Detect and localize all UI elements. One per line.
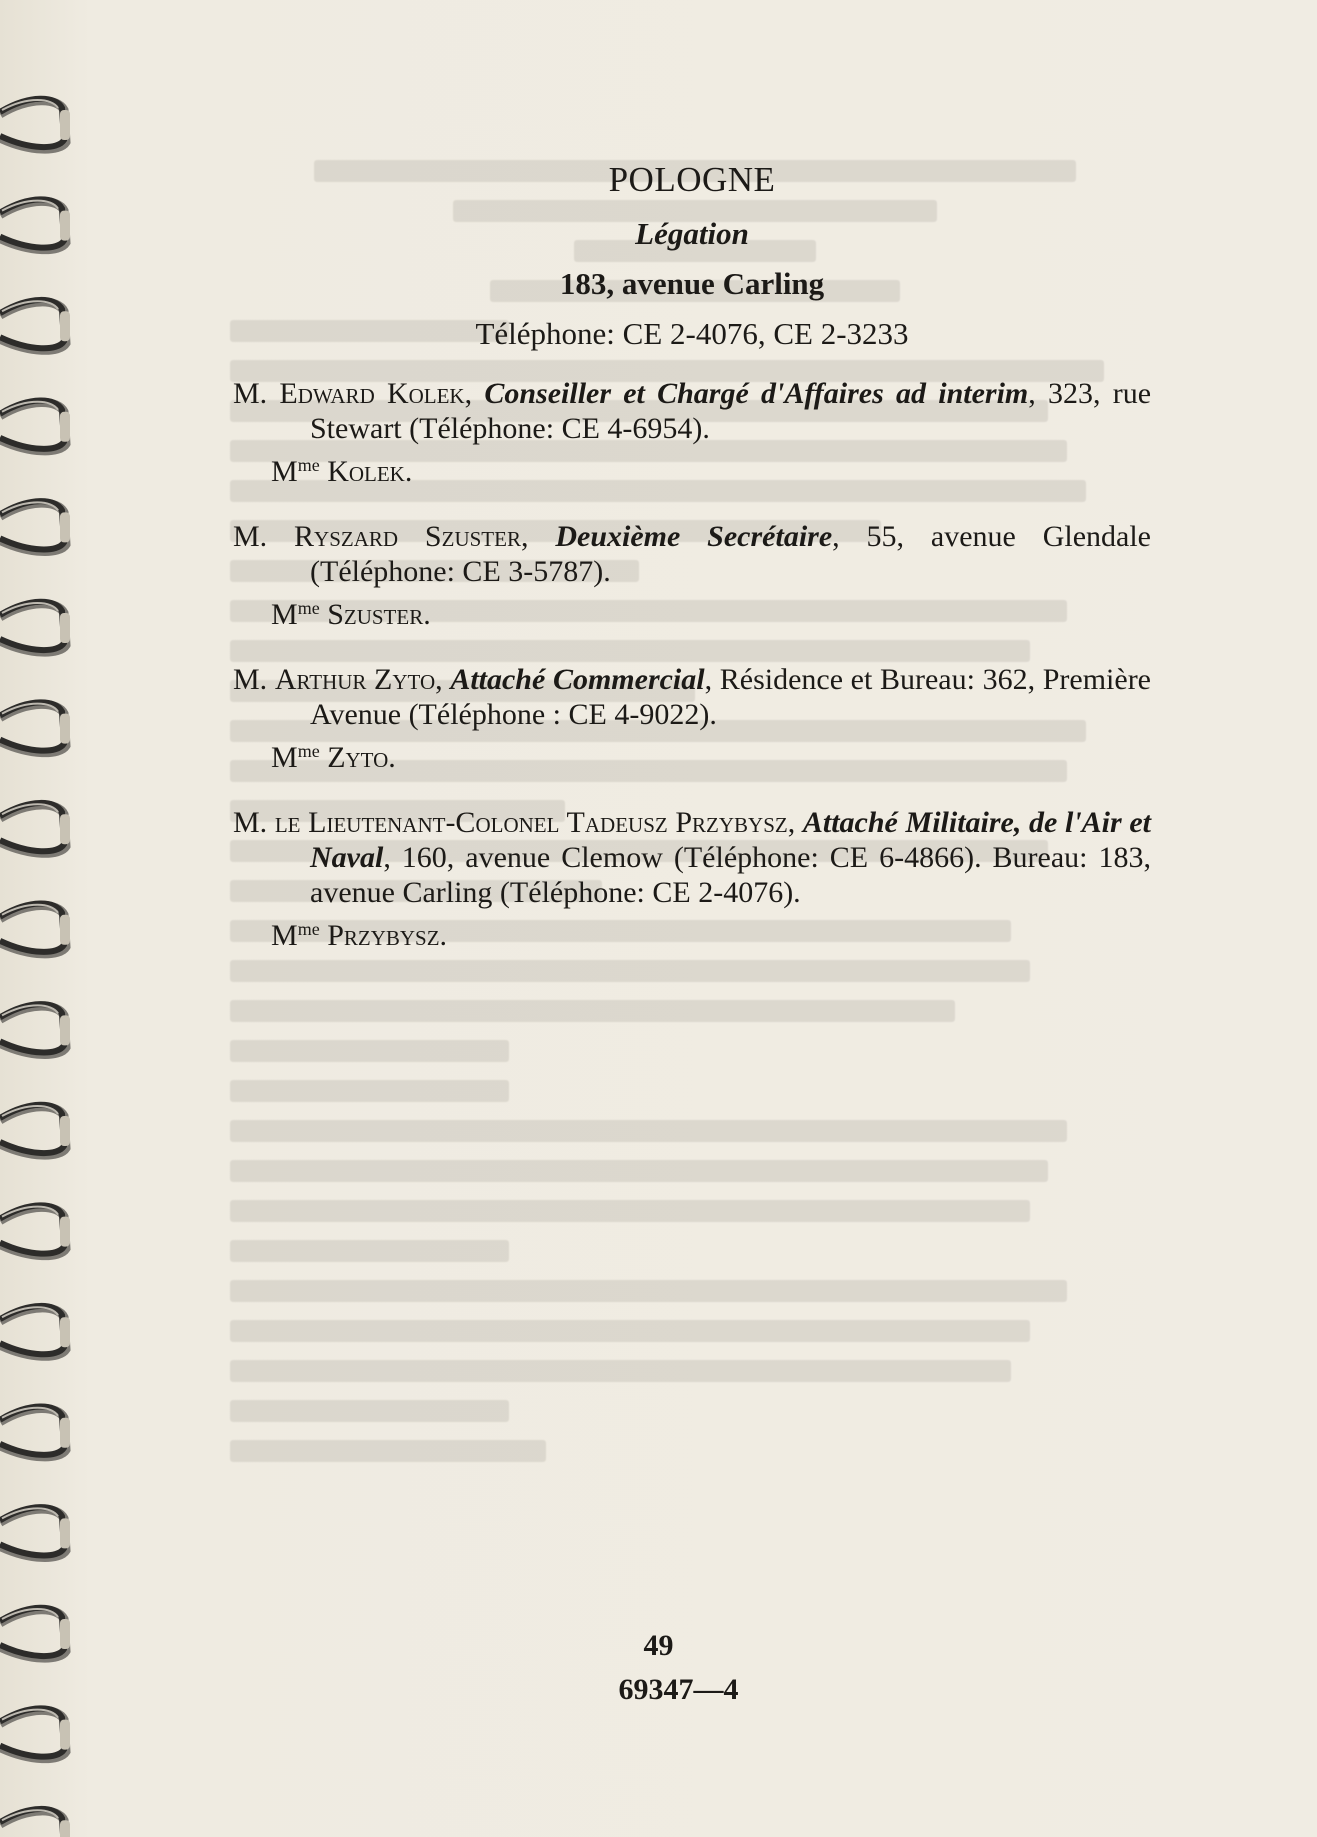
spiral-coil [0, 702, 70, 752]
bleed-line [230, 1240, 509, 1262]
staff-name: le Lieutenant-Colonel Tadeusz Przybysz [274, 806, 788, 839]
page-content [233, 160, 1151, 983]
entry-separator: , [787, 806, 803, 839]
entry-text [233, 805, 1151, 910]
spiral-coil [0, 199, 70, 249]
staff-title: Attaché Militaire, de l'Air et Naval [310, 806, 1151, 874]
staff-name: Edward Kolek [279, 377, 465, 410]
spiral-coil [0, 602, 70, 652]
spouse-title-sup: me [297, 741, 320, 761]
spouse-title: M [271, 919, 298, 952]
entry-text [233, 376, 1151, 446]
spouse-line [233, 597, 1151, 632]
staff-details: , 323, rue Stewart (Téléphone: CE 4-6954). [310, 377, 1152, 445]
spiral-coil [0, 1809, 70, 1837]
spiral-coil [0, 1507, 70, 1557]
entry-prefix: M. [233, 377, 280, 410]
entry-text [233, 662, 1151, 732]
spiral-coil [0, 904, 70, 954]
spouse-name: Przybysz. [319, 919, 448, 952]
spouse-title: M [271, 455, 298, 488]
spouse-title-sup: me [297, 598, 320, 618]
mission-address: 183, avenue Carling [559, 266, 825, 301]
staff-name: Arthur Zyto [274, 663, 436, 696]
entry-text [233, 519, 1151, 589]
bleed-line [230, 1080, 509, 1102]
spiral-coil [0, 803, 70, 853]
staff-title: Deuxième Secrétaire [555, 520, 833, 553]
staff-title: Attaché Commercial [450, 663, 705, 696]
staff-title: Conseiller et Chargé d'Affaires ad interim [484, 377, 1029, 410]
spouse-title-sup: me [297, 919, 320, 939]
entry-prefix: M. [233, 806, 275, 839]
bleed-line [230, 1440, 546, 1462]
bleed-line [230, 1000, 955, 1022]
entry-prefix: M. [233, 520, 295, 553]
country-heading: POLOGNE [608, 160, 776, 199]
spouse-title-sup: me [297, 455, 320, 475]
spiral-coil [0, 401, 70, 451]
page-number: 49 [643, 1629, 674, 1662]
spiral-binding [0, 0, 90, 1837]
staff-entry [233, 376, 1151, 489]
spouse-name: Zyto. [319, 741, 396, 774]
spiral-coil [0, 1105, 70, 1155]
bleed-line [230, 1200, 1030, 1222]
spiral-coil [0, 1708, 70, 1758]
print-code: 69347—4 [618, 1673, 739, 1706]
spiral-coil [0, 1306, 70, 1356]
spouse-line [233, 454, 1151, 489]
entry-separator: , [520, 520, 556, 553]
staff-details: , 55, avenue Glendale (Téléphone: CE 3-5787). [310, 520, 1151, 588]
spouse-name: Szuster. [319, 598, 431, 631]
spouse-title: M [271, 741, 298, 774]
spiral-coil [0, 1205, 70, 1255]
spouse-line [233, 918, 1151, 953]
spouse-line [233, 740, 1151, 775]
bleed-line [230, 1160, 1048, 1182]
bleed-line [230, 1120, 1067, 1142]
spiral-coil [0, 501, 70, 551]
spouse-title: M [271, 598, 298, 631]
mission-type: Légation [635, 216, 749, 251]
entry-prefix: M. [233, 663, 275, 696]
mission-telephone: Téléphone: CE 2-4076, CE 2-3233 [475, 316, 909, 351]
staff-details: , Résidence et Bureau: 362, Première Avenue (Téléphone : CE 4-9022). [310, 663, 1151, 731]
spiral-coil [0, 1407, 70, 1457]
bleed-line [230, 1360, 1011, 1382]
staff-name: Ryszard Szuster [294, 520, 521, 553]
entry-separator: , [435, 663, 451, 696]
staff-entry [233, 519, 1151, 632]
staff-entry [233, 805, 1151, 953]
bleed-line [230, 1280, 1067, 1302]
spiral-coil [0, 1004, 70, 1054]
staff-entry [233, 662, 1151, 775]
bleed-line [230, 1320, 1030, 1342]
spouse-name: Kolek. [319, 455, 413, 488]
spiral-coil [0, 300, 70, 350]
staff-details: , 160, avenue Clemow (Téléphone: CE 6-4866). Bureau: 183, avenue Carling (Téléphone: CE 2-4076). [310, 841, 1151, 909]
entry-separator: , [464, 377, 485, 410]
bleed-line [230, 1400, 509, 1422]
spiral-coil [0, 99, 70, 149]
bleed-line [230, 1040, 509, 1062]
